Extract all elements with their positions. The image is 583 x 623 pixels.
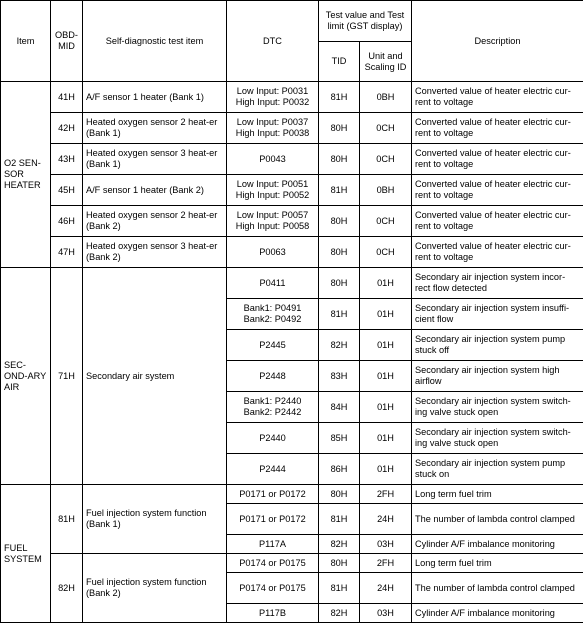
header-obd-mid: OBD-MID [51,1,83,82]
header-item: Item [1,1,51,82]
table-row [1,82,583,113]
header-row-top [1,1,583,42]
test-item-cell: A/F sensor 1 heater (Bank 2) [83,175,227,206]
tid-cell: 80H [319,144,360,175]
dtc-cell: Low Input: P0031 High Input: P0032 [227,82,319,113]
table-row [1,554,583,573]
description-cell: Secondary air injection system pump stuck off [412,330,583,361]
unit-scaling-cell: 0CH [360,144,412,175]
obd-mid-cell: 41H [51,82,83,113]
tid-cell: 85H [319,423,360,454]
unit-scaling-cell: 0BH [360,82,412,113]
description-cell: Converted value of heater electric cur-rent to voltage [412,113,583,144]
description-cell: Secondary air injection system switch-ing valve stuck open [412,423,583,454]
unit-scaling-cell: 01H [360,361,412,392]
table-row [1,485,583,504]
table-row [1,237,583,268]
tid-cell: 81H [319,299,360,330]
unit-scaling-cell: 01H [360,299,412,330]
dtc-cell: P2448 [227,361,319,392]
obd-mid-cell: 45H [51,175,83,206]
description-cell: Secondary air injection system insuffi-cient flow [412,299,583,330]
description-cell: Secondary air injection system switch-ing valve stuck open [412,392,583,423]
tid-cell: 83H [319,361,360,392]
dtc-cell: P0411 [227,268,319,299]
obd-mid-cell: 46H [51,206,83,237]
dtc-cell: Bank1: P0491 Bank2: P0492 [227,299,319,330]
description-cell: Converted value of heater electric cur-rent to voltage [412,82,583,113]
test-item-cell: Secondary air system [83,268,227,485]
obd-mid-cell: 81H [51,485,83,554]
test-item-cell: Heated oxygen sensor 2 heat-er (Bank 2) [83,206,227,237]
test-item-cell: Heated oxygen sensor 3 heat-er (Bank 1) [83,144,227,175]
unit-scaling-cell: 24H [360,504,412,535]
header-tid: TID [319,42,360,82]
dtc-cell: P0043 [227,144,319,175]
tid-cell: 82H [319,330,360,361]
dtc-cell: P117B [227,604,319,623]
description-cell: Converted value of heater electric cur-rent to voltage [412,237,583,268]
dtc-cell: P0171 or P0172 [227,504,319,535]
test-item-cell: Fuel injection system function (Bank 2) [83,554,227,623]
tid-cell: 80H [319,554,360,573]
tid-cell: 80H [319,485,360,504]
item-cell: SEC-OND-ARY AIR [1,268,51,485]
description-cell: The number of lambda control clamped [412,573,583,604]
description-cell: Secondary air injection system incor-rect flow detected [412,268,583,299]
test-item-cell: A/F sensor 1 heater (Bank 1) [83,82,227,113]
tid-cell: 81H [319,82,360,113]
table-body [1,82,583,623]
dtc-cell: P2444 [227,454,319,485]
table-row [1,268,583,299]
table-row [1,206,583,237]
header-description: Description [412,1,583,82]
obd-mid-cell: 71H [51,268,83,485]
header-test-item: Self-diagnostic test item [83,1,227,82]
dtc-cell: Low Input: P0051 High Input: P0052 [227,175,319,206]
description-cell: Converted value of heater electric cur-rent to voltage [412,175,583,206]
item-cell: FUEL SYSTEM [1,485,51,623]
test-item-cell: Heated oxygen sensor 2 heat-er (Bank 1) [83,113,227,144]
dtc-cell: P2440 [227,423,319,454]
description-cell: Long term fuel trim [412,554,583,573]
test-item-cell: Fuel injection system function (Bank 1) [83,485,227,554]
unit-scaling-cell: 2FH [360,554,412,573]
tid-cell: 80H [319,237,360,268]
tid-cell: 81H [319,175,360,206]
dtc-cell: P0174 or P0175 [227,573,319,604]
obd-mid-cell: 82H [51,554,83,623]
unit-scaling-cell: 01H [360,392,412,423]
tid-cell: 84H [319,392,360,423]
tid-cell: 81H [319,504,360,535]
table-row [1,144,583,175]
obd-mid-cell: 42H [51,113,83,144]
dtc-cell: Low Input: P0057 High Input: P0058 [227,206,319,237]
table-row [1,175,583,206]
test-item-cell: Heated oxygen sensor 3 heat-er (Bank 2) [83,237,227,268]
unit-scaling-cell: 0CH [360,237,412,268]
obd-mid-cell: 43H [51,144,83,175]
unit-scaling-cell: 2FH [360,485,412,504]
dtc-cell: P0171 or P0172 [227,485,319,504]
tid-cell: 86H [319,454,360,485]
dtc-cell: P2445 [227,330,319,361]
unit-scaling-cell: 03H [360,535,412,554]
table-row [1,113,583,144]
unit-scaling-cell: 0BH [360,175,412,206]
obd-mid-cell: 47H [51,237,83,268]
description-cell: Converted value of heater electric cur-rent to voltage [412,144,583,175]
header-dtc: DTC [227,1,319,82]
unit-scaling-cell: 01H [360,454,412,485]
item-cell: O2 SEN-SOR HEATER [1,82,51,268]
unit-scaling-cell: 01H [360,423,412,454]
tid-cell: 82H [319,604,360,623]
description-cell: Converted value of heater electric cur-rent to voltage [412,206,583,237]
tid-cell: 80H [319,206,360,237]
unit-scaling-cell: 01H [360,330,412,361]
dtc-cell: P0174 or P0175 [227,554,319,573]
description-cell: Secondary air injection system high airflow [412,361,583,392]
header-test-value-group: Test value and Test limit (GST display) [319,1,412,42]
description-cell: Long term fuel trim [412,485,583,504]
tid-cell: 80H [319,113,360,144]
description-cell: Secondary air injection system pump stuck on [412,454,583,485]
dtc-cell: Low Input: P0037 High Input: P0038 [227,113,319,144]
description-cell: Cylinder A/F imbalance monitoring [412,604,583,623]
tid-cell: 80H [319,268,360,299]
dtc-cell: P0063 [227,237,319,268]
dtc-cell: Bank1: P2440 Bank2: P2442 [227,392,319,423]
unit-scaling-cell: 24H [360,573,412,604]
tid-cell: 82H [319,535,360,554]
unit-scaling-cell: 03H [360,604,412,623]
unit-scaling-cell: 0CH [360,113,412,144]
unit-scaling-cell: 01H [360,268,412,299]
description-cell: Cylinder A/F imbalance monitoring [412,535,583,554]
unit-scaling-cell: 0CH [360,206,412,237]
tid-cell: 81H [319,573,360,604]
description-cell: The number of lambda control clamped [412,504,583,535]
header-unit-scaling: Unit and Scaling ID [360,42,412,82]
dtc-cell: P117A [227,535,319,554]
